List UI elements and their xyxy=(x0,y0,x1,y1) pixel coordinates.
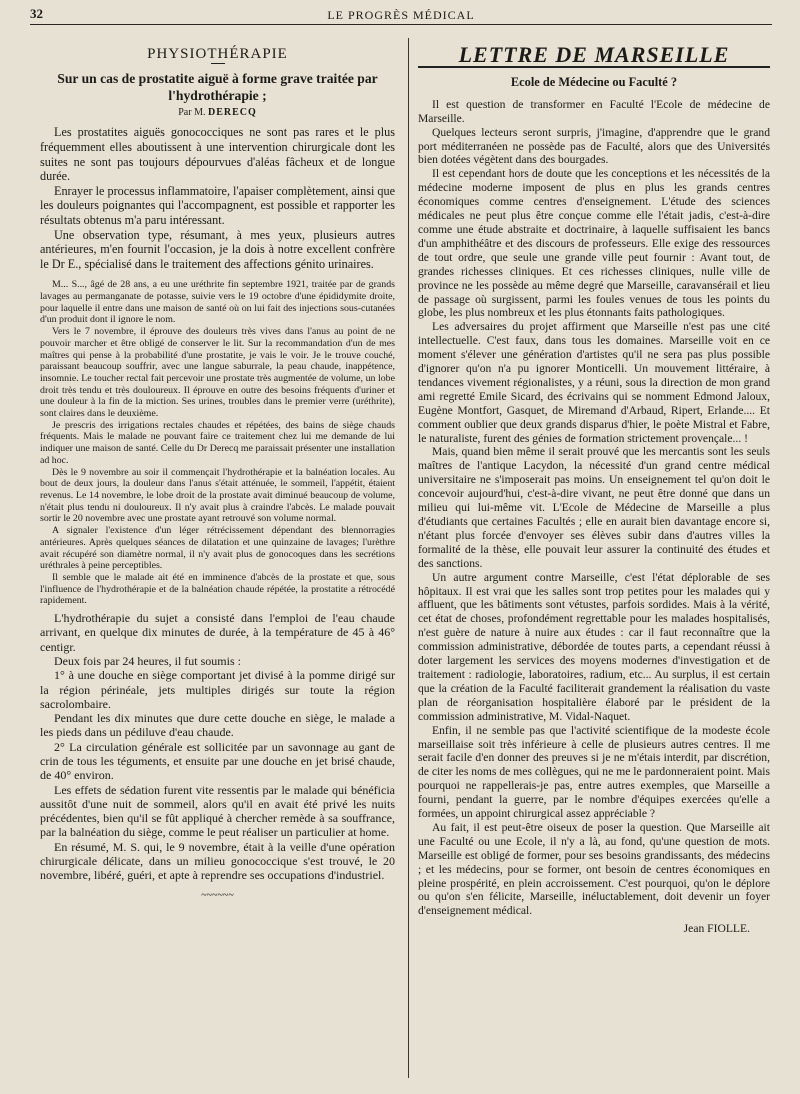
letter-paragraph: Quelques lecteurs seront surpris, j'imagine, d'apprendre que le grand port méditerranéen ne possède pas de Faculté, alors que des Universités bien dotées végètent dans des bourgades. xyxy=(418,125,770,167)
treatment-paragraph: L'hydrothérapie du sujet a consisté dans l'emploi de l'eau chaude arrivant, en quelque dix minutes de durée, à la température de 45 à 46° centigr. xyxy=(40,611,395,654)
letter-paragraph: Au fait, il est peut-être oiseux de poser la question. Que Marseille ait une Faculté ou une Ecole, il n'y a là, au fond, qu'une question de mots. Marseille est obligé de former, pour ses besoins grandissants, des médecins ; et les médecins, pour se former, ont besoin de centres économiques en pleine prospérité, en plein accroissement. C'est pourquoi, qu'on le déplore ou qu'on s'en félicite, Marseille, inéluctablement, doit devenir un foyer d'enseignement médical. xyxy=(418,820,770,918)
observation-paragraph: Dès le 9 novembre au soir il commençait l'hydrothérapie et la balnéation locales. Au bout de deux jours, la douleur dans l'anus s'était atténuée, le sommeil, l'appétit, étaient revenus. Le 14 novembre, le lobe droit de la prostate avait diminué beaucoup de volume, n'était plus tendu ni douloureux. Il n'y avait plus à craindre l'abcès. Le malade pouvait sortir le 20 novembre avec une prostate ayant retrouvé son volume normal. xyxy=(40,466,395,525)
observation-paragraph: Je prescris des irrigations rectales chaudes et répétées, des bains de siège chauds fréquents. Mais le malade ne pouvant faire ce traitement chez lui me demande de lui indiquer une maison de santé. Celle du Dr Derecq me paraissait présenter une installation ad hoc. xyxy=(40,419,395,466)
left-column xyxy=(40,44,395,1074)
journal-title: LE PROGRÈS MÉDICAL xyxy=(327,8,475,22)
end-ornament: ~~~~~~ xyxy=(201,889,234,901)
byline-prefix: Par M. xyxy=(178,107,206,119)
treatment-paragraph: 2° La circulation générale est sollicitée par un savonnage au gant de crin de tous les téguments, et ensuite par une douche en jet brisé chaude, de 40° environ. xyxy=(40,739,395,783)
right-column xyxy=(418,44,770,1084)
treatment-paragraph: Pendant les dix minutes que dure cette douche en siège, le malade a les pieds dans un pédiluve d'eau chaude. xyxy=(40,711,395,740)
article-title: Sur un cas de prostatite aiguë à forme grave traitée par l'hydrothérapie ; xyxy=(57,71,378,104)
letter-paragraph: Un autre argument contre Marseille, c'est l'état déplorable de ses hôpitaux. Il est vrai que les salles sont trop petites pour les malades qui y affluent, que les bâtiments sont vétustes, parfois sordides. Mais à la vérité, cet état de choses, profondément regrettable pour les malades hospitalisés, n'est guère de nature à nuire aux études : car il faut reconnaître que la commission administrative, débordée de toutes parts, a cependant réussi à doter largement les services des moyens modernes d'investigation et de traitement : radiologie, laboratoires, radium, etc... Au surplus, il est certain que la création de la Faculté faciliterait grandement la réalisation du vaste plan de réorganisation hospitalière élaboré par le président de la commission administrative, M. Vidal-Naquet. xyxy=(418,570,770,723)
column-divider xyxy=(408,38,409,1078)
treatment-paragraph: Deux fois par 24 heures, il fut soumis : xyxy=(54,653,241,668)
observation-paragraph: Il semble que le malade ait été en imminence d'abcès de la prostate et que, sous l'influence de l'hydrothérapie et de la balnéation chaude répétée, la prostatite a rétrocédé rapidement. xyxy=(40,571,395,607)
observation-section xyxy=(40,279,395,607)
intro-paragraph: Une observation type, résumant, à mes yeux, plusieurs autres antérieures, m'en fournit l'occasion, je la dois à notre excellent confrère le Dr E., spécialisé dans le traitement des affections génito urinaires. xyxy=(40,227,395,271)
observation-paragraph: M... S..., âgé de 28 ans, a eu une uréthrite fin septembre 1921, traitée par de grands lavages au permanganate de potasse, suivie vers le 19 octobre d'une épididymite droite, pour laquelle il entre dans une maison de santé où on lui fait des injections sous-cutanées d'un produit dont il ignore le nom. xyxy=(40,279,395,326)
section-rubric: PHYSIOTHÉRAPIE xyxy=(147,46,288,62)
rubric-rule xyxy=(211,63,225,64)
letter-paragraph: Mais, quand bien même il serait prouvé que les mercantis sont les seuls maîtres de l'antique Lacydon, la nécessité d'un grand centre médical universitaire ne s'imposerait pas moins. Un enseignement tel qu'on doit le concevoir aujourd'hui, c'est-à-dire vivant, ne peut être donné que dans un milieu qui lui-même vit. L'Ecole de Médecine de Marseille a plus d'étudiants que certaines Facultés ; elle en aurait bien davantage encore si, n'étant plus forcée d'envoyer ses élèves subir dans d'autres villes la formalité de la thèse, elle pouvait leur assurer la continuité des études et des sanctions. xyxy=(418,445,770,570)
page-number: 32 xyxy=(30,6,43,21)
page-header xyxy=(30,4,772,25)
observation-paragraph: Vers le 7 novembre, il éprouve des douleurs très vives dans l'anus au point de ne pouvoir marcher et être obligé de conserver le lit. Sur la recommandation d'un de mes maîtres qui pense à la probabilité d'une prostatite, je vais le voir. Je le trouve couché, paraissant beaucoup souffrir, avec une langue saburrale, la peau chaude, inappétence, insomnie. Le toucher rectal fait percevoir une prostate très augmentée de volume, un lobe droit très tendu et très douloureux. Il éprouve en outre des besoins fréquents d'uriner et une douleur à la fin de la miction. Ses urines, troubles dans le premier verre (uréthrite), sont claires dans le deuxième. xyxy=(40,326,395,420)
letter-paragraph: Il est question de transformer en Faculté l'Ecole de médecine de Marseille. xyxy=(418,97,770,125)
intro-paragraph: Les prostatites aiguës gonococciques ne sont pas rares et le plus fréquemment elles aboutissent à une intervention chirurgicale dont les suites ne sont pas toujours dépourvues d'aléas fâcheux et de longue durée. xyxy=(40,125,395,184)
byline xyxy=(40,106,395,119)
letter-paragraph: Enfin, il ne semble pas que l'activité scientifique de la modeste école marseillaise soit très inférieure à celle de plusieurs autres centres. Il me serait facile d'en donner des preuves si je ne m'étais interdit, par discrétion, de citer les noms de mes collègues, qui ne me le pardonneraient point. Mais pourquoi ne rappellerais-je pas, entre autres exemples, que Marseille a fourni, pendant la guerre, par le nombre d'équipes exercées qu'elle a formées, un appoint chirurgical assez appréciable ? xyxy=(418,723,770,821)
letter-subtitle: Ecole de Médecine ou Faculté ? xyxy=(510,74,678,89)
letter-paragraph: Les adversaires du projet affirment que Marseille n'est pas une cité intellectuelle. C'est faux, dans tous les domaines. Marseille voit en ce moment s'élever une génération d'artistes qu'il ne sera pas plus possible d'ignorer qu'on n'a pu ignorer Monticelli. Un mouvement littéraire, à tendances vivement régionalistes, y a réuni, sous la direction de mon grand ami regretté Emile Sicard, des écrivains qui se nomment Edmond Jaloux, Eugène Montfort, Gasquet, de Miremand d'Arbaud, Ripert, Erlande.... Et comment oublier que deux grands disparus d'hier, le poète Mistral et Fabre, le naturaliste, furent des génies de formation strictement provençale... ! xyxy=(418,320,770,445)
observation-paragraph: A signaler l'existence d'un léger rétrécissement dépendant des blennorragies antérieures. Après quelques séances de dilatation et une quinzaine de lavages; l'urèthre avait récupéré son diamètre normal, il n'y avait plus de gonocoques dans les secrétions uréthrales à peine perceptibles. xyxy=(40,525,395,572)
byline-author: DERECQ xyxy=(207,107,257,119)
intro-section xyxy=(40,125,395,271)
signature: Jean FIOLLE. xyxy=(683,922,750,936)
treatment-paragraph: 1° à une douche en siège comportant jet divisé à la pomme dirigé sur la région périnéale, jets multiples dirigés sur toute la région sacrolombaire. xyxy=(40,668,395,711)
treatment-paragraph: Les effets de sédation furent vite ressentis par le malade qui bénéficia aussitôt d'une nuit de sommeil, alors qu'il en avait été privé les nuits précédentes, bien qu'il se fût appliqué à chercher remède à sa souffrance, par la balnéation du siège, comme le peut réaliser un particulier at home. xyxy=(40,782,395,840)
intro-paragraph: Enrayer le processus inflammatoire, l'apaiser complètement, ainsi que les douleurs poignantes qui l'accompagnent, est possible et rapporter les résultats obtenus m'a paru intéressant. xyxy=(40,183,395,227)
treatment-paragraph: En résumé, M. S. qui, le 9 novembre, était à la veille d'une opération chirurgicale délicate, dans un milieu gonococcique s'est trouvé, le 20 novembre, libéré, guéri, et apte à reprendre ses occupations d'industriel. xyxy=(40,839,395,883)
treatment-section xyxy=(40,611,395,883)
letter-paragraph: Il est cependant hors de doute que les conceptions et les nécessités de la médecine moderne imposent de plus en plus les grands centres économiques comme centres d'enseignement. L'étude des sciences médicales ne peut plus être conçue comme elle l'était jadis, c'est-à-dire comme une étude abstraite et doctrinaire, à laquelle suffisaient les bancs d'un amphithéâtre et des discours de professeurs. Elle exige des ressources de tout ordre, que seule une grande ville peut fournir : Avant tout, de grandes richesses cliniques. Et ces richesses cliniques, nulle ville de province ne les possède au même degré que Marseille, caravansérail et lieu de passage où surgissent, parmi les foules venues de tous les points du globe, les plus nombreux et les plus étonnants faits pathologiques. xyxy=(418,167,770,320)
letter-heading: LETTRE DE MARSEILLE xyxy=(418,48,770,68)
